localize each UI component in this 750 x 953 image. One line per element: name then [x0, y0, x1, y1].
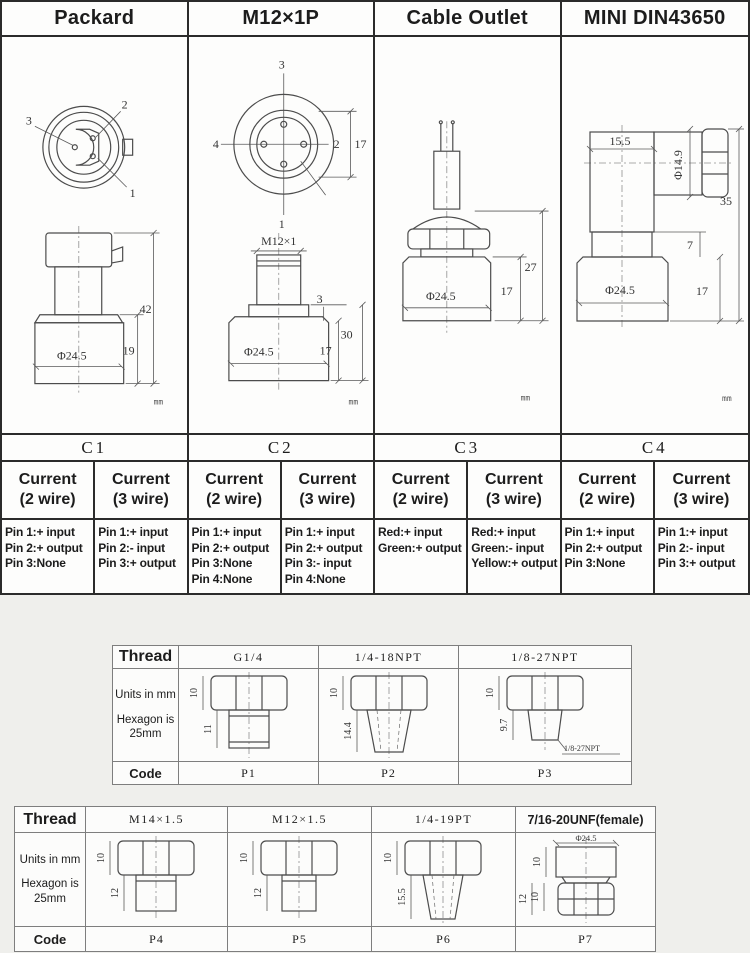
- wire-count-label: (2 wire): [392, 491, 449, 508]
- connector-code-row: [2, 435, 748, 462]
- c4-2wire-header: [562, 462, 655, 518]
- dim-hex-height: 12: [517, 894, 529, 904]
- hexagon-note-line1: Hexagon is: [21, 878, 79, 891]
- thread-name-14-18npt: 1/4-18NPT: [319, 646, 459, 668]
- hexagon-note-line2: 25mm: [129, 728, 162, 741]
- pin-line: Pin 4:None: [284, 571, 346, 586]
- p7-drawing-cell: [516, 833, 655, 926]
- wire-count-label: (3 wire): [485, 491, 542, 508]
- pin-line: Pin 1:+ input: [564, 525, 635, 539]
- dim-body-height: 17: [500, 283, 513, 298]
- code-c4: C4: [641, 437, 668, 457]
- pin-line: Pin 1:+ input: [657, 525, 728, 539]
- dim-body-diameter: Φ24.5: [56, 348, 87, 363]
- pin-label: 3: [278, 57, 285, 72]
- mini-din-technical-drawing: [562, 37, 747, 431]
- thread-table-1-header: [113, 646, 631, 669]
- code-p1: P1: [179, 762, 319, 784]
- 18-27npt-thread-drawing: [460, 670, 630, 760]
- code-label: Code: [15, 927, 86, 951]
- header-packard: [2, 2, 189, 35]
- pin-line: Pin 2:- input: [657, 540, 725, 555]
- header-m12: [189, 2, 376, 35]
- units-note: Units in mm: [19, 853, 81, 866]
- pin-label: 1: [278, 217, 285, 232]
- c4-3wire-pins: [655, 520, 748, 593]
- wire-count-label: (3 wire): [112, 491, 169, 508]
- connector-header-row: [2, 2, 748, 37]
- pin-line: Pin 2:+ output: [564, 540, 643, 555]
- thread-table-1: [112, 645, 632, 785]
- 14-19pt-thread-drawing: [372, 833, 515, 926]
- c4-2wire-pins: [562, 520, 655, 593]
- dim-thread-length: 12: [110, 888, 121, 898]
- thread-table-2-drawings: [15, 833, 655, 927]
- mini-din-drawing-cell: [562, 37, 749, 433]
- packard-top-view: [26, 97, 136, 200]
- dim-hex-height: 10: [239, 853, 250, 863]
- pin-line: Pin 2:+ output: [191, 540, 270, 555]
- pin-line: Pin 1:+ input: [191, 525, 262, 539]
- dim-total-height: 30: [340, 327, 353, 342]
- unit-mark: mm: [722, 394, 732, 403]
- unit-mark: mm: [153, 397, 164, 407]
- c4-3wire-header: [655, 462, 748, 518]
- dim-hex-height: 10: [383, 853, 394, 863]
- dim-total-height: 27: [524, 259, 537, 274]
- pin-line: Pin 2:+ output: [5, 540, 83, 555]
- p6-drawing-cell: [372, 833, 516, 926]
- thread-label: Thread: [15, 807, 86, 832]
- code-c3: C3: [375, 435, 562, 460]
- header-mini-din: [562, 2, 749, 35]
- pin-line: Pin 3:- input: [284, 556, 352, 571]
- pin-label: 1: [129, 186, 136, 201]
- pin-line: Pin 2:- input: [98, 540, 165, 555]
- pin-label: 2: [121, 97, 128, 112]
- thread-name-14-19pt: 1/4-19PT: [372, 807, 516, 832]
- code-p3: P3: [537, 765, 553, 780]
- m12-side-view: [227, 233, 368, 407]
- unit-mark: mm: [520, 393, 531, 403]
- dim-hex-height: 10: [328, 688, 340, 698]
- wire-count-label: (2 wire): [19, 491, 76, 508]
- connector-drawings-row: [2, 37, 748, 435]
- pin-label: 4: [212, 137, 219, 152]
- code-c2: C2: [189, 435, 376, 460]
- wire-count-label: (2 wire): [579, 491, 636, 508]
- c1-3wire-pins: [95, 520, 188, 593]
- dim-top-width: 15.5: [609, 134, 631, 148]
- dim-body-diameter: Φ24.5: [243, 344, 274, 359]
- thread-table-1-code-row: [113, 762, 631, 784]
- packard-side-view: [33, 226, 163, 407]
- dim-cap-height: 10: [531, 857, 543, 867]
- cable-outlet-side-view: [402, 121, 549, 403]
- c3-2wire-header: [375, 462, 468, 518]
- m12-top-view: [212, 57, 366, 231]
- m12-drawing-cell: [189, 37, 376, 433]
- pin-line: Green:- input: [471, 540, 544, 555]
- dim-collar-height: 3: [316, 291, 323, 306]
- thread-table-1-drawings: [113, 669, 631, 762]
- cable-outlet-technical-drawing: [375, 37, 560, 431]
- pin-line: Pin 3:None: [191, 556, 253, 571]
- pin-label: 2: [333, 137, 340, 152]
- code-p7: P7: [578, 931, 593, 946]
- thread-name-g14: G1/4: [179, 646, 319, 668]
- pin-line: Pin 1:+ input: [284, 525, 355, 539]
- c1-3wire-header: [95, 462, 188, 518]
- dim-thread-spec: M12×1: [260, 233, 296, 248]
- dim-thread-length: 9.7: [499, 718, 510, 732]
- c3-3wire-header: [468, 462, 561, 518]
- header-label: MINI DIN43650: [583, 7, 726, 29]
- current-label: Current: [578, 471, 637, 489]
- pin-line: Pin 3:+ output: [98, 556, 176, 571]
- dim-hex-height: 10: [188, 688, 200, 698]
- current-label: Current: [205, 471, 264, 489]
- c2-3wire-header: [282, 462, 375, 518]
- wiring-pin-row: [2, 520, 748, 593]
- dim-body-height: 17: [696, 284, 709, 298]
- dim-neck-height: 7: [687, 238, 694, 252]
- code-p6: P6: [372, 927, 516, 951]
- pin-line: Pin 1:+ input: [98, 525, 168, 539]
- wiring-header-row: [2, 462, 748, 520]
- p2-drawing-cell: [319, 669, 459, 761]
- thread-table-2: [14, 806, 656, 952]
- pin-line: Pin 2:+ output: [284, 540, 363, 555]
- c2-2wire-pins: [189, 520, 282, 593]
- code-c1: C1: [2, 435, 189, 460]
- pin-line: Pin 4:None: [191, 571, 253, 586]
- header-cable-outlet: [375, 2, 562, 35]
- dim-body-diameter: Φ24.5: [425, 288, 456, 303]
- thread-name-m12: M12×1.5: [228, 807, 372, 832]
- p3-drawing-cell: [459, 669, 631, 761]
- hexagon-note: [117, 713, 175, 742]
- pin-line: Pin 3:None: [564, 556, 626, 571]
- c3-2wire-pins: [375, 520, 468, 593]
- thread-label: Thread: [113, 646, 179, 668]
- dim-body-height: 17: [319, 343, 332, 358]
- m12-technical-drawing: [189, 37, 374, 431]
- p5-drawing-cell: [228, 833, 372, 926]
- header-label: Packard: [54, 7, 135, 29]
- pin-line: Green:+ output: [378, 540, 462, 555]
- header-label: Cable Outlet: [406, 7, 528, 29]
- header-label: M12×1P: [242, 7, 320, 29]
- packard-technical-drawing: [2, 37, 187, 431]
- thread-table-notes: [113, 669, 179, 761]
- dim-thread-length: 15.5: [397, 888, 408, 906]
- wire-count-label: (2 wire): [206, 491, 263, 508]
- dim-thread-depth: 10: [529, 892, 541, 902]
- pin-line: Red:+ input: [471, 525, 536, 539]
- current-label: Current: [484, 471, 543, 489]
- dim-thread-length: 12: [253, 888, 264, 898]
- c3-3wire-pins: [468, 520, 561, 593]
- dim-hex-height: 10: [96, 853, 107, 863]
- thread-name-m14: M14×1.5: [86, 807, 228, 832]
- dim-top-diameter: Φ24.5: [574, 833, 597, 843]
- thread-name-18-27npt: 1/8-27NPT: [511, 649, 579, 664]
- dim-face-diameter: 17: [354, 137, 367, 152]
- thread-name-716-20unf: 7/16-20UNF(female): [527, 812, 644, 827]
- unit-mark: mm: [348, 397, 358, 407]
- dim-body-height: 19: [122, 343, 135, 358]
- hexagon-note-line2: 25mm: [34, 892, 66, 905]
- dim-total-height: 42: [139, 301, 152, 316]
- hexagon-note: [21, 877, 79, 906]
- pin-line: Pin 3:None: [5, 556, 66, 571]
- dim-total-height: 35: [720, 194, 733, 208]
- packard-drawing-cell: [2, 37, 189, 433]
- current-label: Current: [672, 471, 731, 489]
- hexagon-note-line1: Hexagon is: [116, 713, 175, 726]
- m12-thread-drawing: [228, 833, 371, 926]
- code-label: Code: [113, 762, 179, 784]
- thread-table-2-code-row: [15, 927, 655, 951]
- code-p5: P5: [228, 927, 372, 951]
- c2-2wire-header: [189, 462, 282, 518]
- code-p2: P2: [319, 762, 459, 784]
- c1-2wire-header: [2, 462, 95, 518]
- pin-line: Pin 1:+ input: [5, 525, 75, 539]
- dim-hex-height: 10: [485, 688, 496, 698]
- 716-20unf-thread-drawing: [518, 833, 654, 926]
- dim-thread-length: 11: [202, 724, 214, 734]
- pin-line: Pin 3:+ output: [657, 556, 736, 571]
- current-label: Current: [18, 471, 77, 489]
- mini-din-side-view: [576, 125, 744, 403]
- wire-count-label: (3 wire): [299, 491, 356, 508]
- dim-body-diameter: Φ24.5: [605, 283, 636, 297]
- m14-thread-drawing: [86, 833, 227, 926]
- wire-count-label: (3 wire): [673, 491, 730, 508]
- dim-thread-length: 14.4: [342, 722, 354, 740]
- units-note: Units in mm: [115, 689, 176, 702]
- current-label: Current: [391, 471, 450, 489]
- p1-drawing-cell: [179, 669, 319, 761]
- thread-callout: 1/8-27NPT: [564, 744, 600, 753]
- g14-thread-drawing: [180, 670, 318, 760]
- code-p4: P4: [86, 927, 228, 951]
- thread-table-notes: [15, 833, 86, 926]
- thread-table-2-header: [15, 807, 655, 833]
- dim-hex-diameter: Φ14.9: [671, 150, 686, 180]
- c2-3wire-pins: [282, 520, 375, 593]
- pin-line: Yellow:+ output: [471, 556, 558, 571]
- current-label: Current: [298, 471, 357, 489]
- p4-drawing-cell: [86, 833, 228, 926]
- c1-2wire-pins: [2, 520, 95, 593]
- pin-label: 3: [25, 113, 32, 128]
- pin-line: Red:+ input: [378, 525, 443, 539]
- 14-18npt-thread-drawing: [320, 670, 458, 760]
- current-label: Current: [111, 471, 170, 489]
- cable-outlet-drawing-cell: [375, 37, 562, 433]
